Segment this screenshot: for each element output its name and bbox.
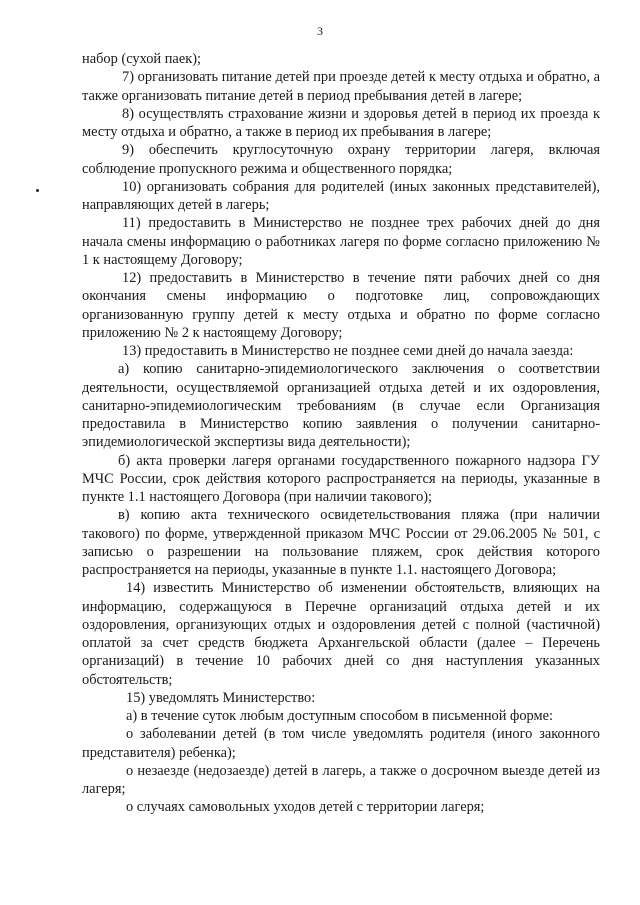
paragraph: 14) известить Министерство об изменении обстоятельств, влияющих на информацию, содержащуюся в Перечне организаций отдыха детей и их оздоровления, организующих отдых и оздоровления детей с полной (частичной) оплатой за счет средств бюджета Архангельской области (далее – Перечень организаций) в течение 10 рабочих дней со дня наступления указанных обстоятельств; [82,580,600,688]
paragraph: набор (сухой паек); [82,51,201,67]
paragraph: 9) обеспечить круглосуточную охрану территории лагеря, включая соблюдение пропускного режима и общественного порядка; [82,142,600,177]
paragraph: 8) осуществлять страхование жизни и здоровья детей в период их проезда к месту отдыха и обратно, а также в период их пребывания в лагере; [82,105,600,140]
paragraph: а) в течение суток любым доступным способом в письменной форме: [126,708,554,724]
document-body [82,50,600,817]
paragraph: о случаях самовольных уходов детей с территории лагеря; [126,799,485,816]
paragraph: а) копию санитарно-эпидемиологического заключения о соответствии деятельности, осуществляемой организацией отдыха детей и их оздоровления, санитарно-эпидемиологическим требованиям (в случае если Организация предоставила в Министерство копию заявления о получении санитарно-эпидемиологической экспертизы вида деятельности); [82,361,600,451]
paragraph: 7) организовать питание детей при проезде детей к месту отдыха и обратно, а также организовать питание детей в период пребывания детей в лагере; [82,69,600,104]
paragraph: б) акта проверки лагеря органами государственного пожарного надзора ГУ МЧС России, срок действия которого распространяется на периоды, указанные в пункте 1.1 настоящего Договора (при наличии такового); [82,452,600,505]
paragraph: 11) предоставить в Министерство не позднее трех рабочих дней до дня начала смены информацию о работниках лагеря по форме согласно приложению № 1 к настоящему Договору; [82,215,600,268]
paragraph: о заболевании детей (в том числе уведомлять родителя (иного законного представителя) ребенка); [82,726,600,761]
paragraph: в) копию акта технического освидетельствования пляжа (при наличии такового) по форме, утвержденной приказом МЧС России от 29.06.2005 № 501, с записью о разрешении на пользование пляжем, срок действия которого распространяется на периоды, указанные в пункте 1.1. настоящего Договора; [82,507,600,578]
stray-mark [36,189,39,192]
paragraph: 10) организовать собрания для родителей (иных законных представителей), направляющих детей в лагерь; [82,178,600,213]
page-number: 3 [317,24,323,38]
paragraph: 13) предоставить в Министерство не позднее семи дней до начала заезда: [122,343,574,359]
paragraph: о незаезде (недозаезде) детей в лагерь, а также о досрочном выезде детей из лагеря; [82,762,600,797]
paragraph: 12) предоставить в Министерство в течение пяти рабочих дней со дня окончания смены информацию о подготовке лиц, сопровождающих организованную группу детей к месту отдыха и обратно по форме согласно приложению № 2 к настоящему Договору; [82,270,600,341]
paragraph: 15) уведомлять Министерство: [126,689,316,706]
